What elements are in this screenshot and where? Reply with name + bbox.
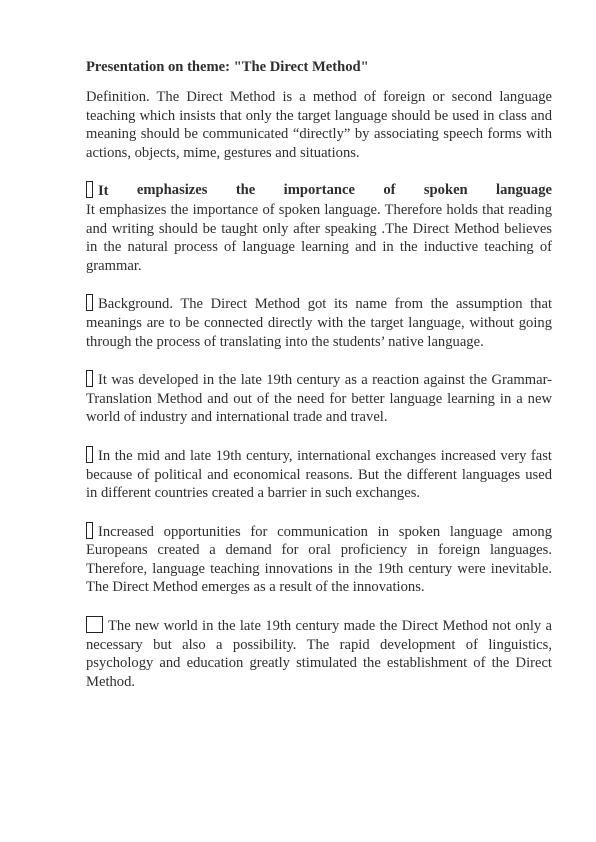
exchanges-paragraph	[86, 446, 552, 503]
heading-word: importance	[283, 182, 355, 199]
emphasis-paragraph	[86, 181, 552, 275]
developed-paragraph	[86, 370, 552, 427]
definition-paragraph: Definition. The Direct Method is a method of foreign or second language teaching which insists that only the target language should be used in class and meaning should be communicated “directly” by associating speech forms with actions, objects, mime, gestures and situations.	[86, 89, 552, 161]
new-world-paragraph	[86, 616, 552, 691]
page-title: Presentation on theme: "The Direct Method"	[86, 59, 369, 75]
developed-text: It was developed in the late 19th century as a reaction against the Grammar-Translation Method and out of the need for better language learning in a new world of industry and international trade and travel.	[86, 372, 552, 426]
heading-word: It	[98, 183, 109, 200]
background-text: Background. The Direct Method got its name from the assumption that meanings are to be connected directly with the target language, without going through the process of translating into the students’ native language.	[86, 296, 552, 350]
heading-word: emphasizes	[136, 182, 208, 199]
bullet-box-icon	[86, 446, 93, 463]
opportunities-paragraph	[86, 522, 552, 597]
emphasis-heading	[86, 181, 552, 201]
bullet-box-icon	[86, 181, 93, 198]
exchanges-text: In the mid and late 19th century, international exchanges increased very fast because of political and economical reasons. But the different languages used in different countries created a barrier in such exchanges.	[86, 447, 552, 502]
heading-word: of	[383, 182, 396, 199]
new-world-text: The new world in the late 19th century made the Direct Method not only a necessary but also a possibility. The rapid development of linguistics, psychology and education greatly stimulated the establishment of the Direct Method.	[86, 618, 552, 690]
background-paragraph	[86, 294, 552, 351]
bullet-box-icon	[86, 616, 103, 633]
heading-word: language	[496, 182, 552, 199]
opportunities-text: Increased opportunities for communication in spoken language among Europeans created a demand for oral proficiency in foreign languages. Therefore, language teaching innovations in the 19th century were inevitable. The Direct Method emerges as a result of the innovations.	[86, 523, 552, 596]
document-page	[86, 58, 552, 710]
bullet-box-icon	[86, 522, 93, 539]
bullet-box-icon	[86, 370, 93, 387]
emphasis-body: It emphasizes the importance of spoken language. Therefore holds that reading and writing should be taught only after speaking .The Direct Method believes in the natural process of language learning and in the inductive teaching of grammar.	[86, 201, 552, 274]
heading-word: spoken	[423, 182, 468, 199]
heading-word: the	[235, 182, 256, 199]
bullet-box-icon	[86, 294, 93, 311]
